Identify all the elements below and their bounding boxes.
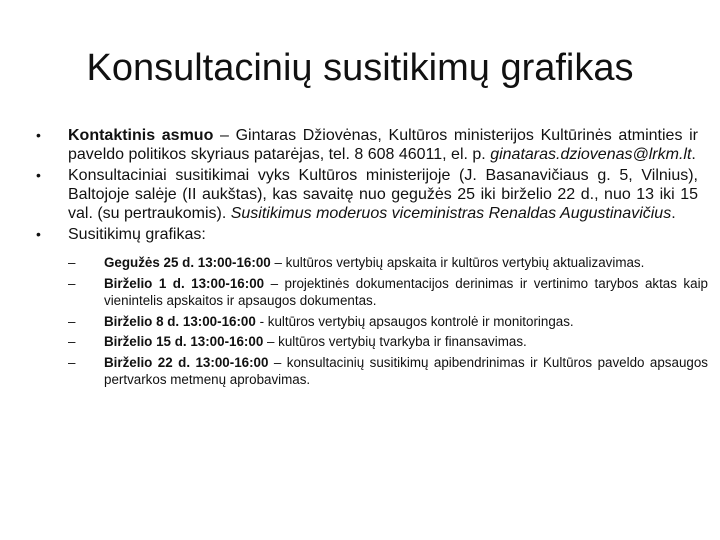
schedule-date: Gegužės 25 d. 13:00-16:00 [104, 255, 271, 270]
schedule-heading: Susitikimų grafikas: [68, 226, 206, 243]
bullet-dot-icon: • [36, 127, 41, 143]
schedule-topic: – kultūros vertybių apskaita ir kultūros vertybių aktualizavimas. [270, 255, 645, 270]
page-title: Konsultacinių susitikimų grafikas [86, 47, 634, 89]
bullet-dot-icon: • [36, 226, 41, 242]
bullet-list [30, 126, 708, 392]
schedule-date: Birželio 1 d. 13:00-16:00 [104, 275, 265, 291]
bullet-dot-icon: • [36, 167, 41, 183]
dash-icon: – [68, 275, 76, 291]
schedule-item [68, 275, 708, 310]
schedule-item [68, 313, 708, 331]
dash-icon: – [68, 313, 76, 329]
schedule-item [68, 333, 708, 351]
dash-icon: – [68, 334, 76, 349]
bullet-schedule [30, 225, 708, 389]
schedule-date: Birželio 15 d. 13:00-16:00 [104, 334, 264, 349]
schedule-item [68, 354, 708, 389]
schedule-topic: – konsultacinių susitikimų apibendrinimas ir Kultūros paveldo apsaugos pertvarkos metmenų aprobavimas. [104, 354, 708, 387]
schedule-topic: – projektinės dokumentacijos derinimas ir vertinimo tarybos aktas kaip vienintelis apskaitos ir apsaugos dokumentas. [104, 275, 708, 308]
schedule-topic: - kultūros vertybių apsaugos kontrolė ir monitoringas. [255, 313, 574, 329]
meeting-moderator: Susitikimus moderuos viceministras Renaldas Augustinavičius [230, 205, 672, 222]
bullet-meeting-location [30, 166, 698, 223]
schedule-topic: – kultūros vertybių tvarkyba ir finansavimas. [263, 334, 527, 349]
bullet-contact-person [30, 126, 698, 164]
dash-icon: – [68, 255, 76, 270]
schedule-date: Birželio 22 d. 13:00-16:00 [104, 354, 269, 370]
dash-icon: – [68, 354, 76, 370]
meeting-tail: . [671, 205, 676, 222]
contact-label: Kontaktinis asmuo [68, 127, 214, 144]
contact-text: – Gintaras Džiovėnas, Kultūros ministerijos Kultūrinės atminties ir paveldo politikos skyriaus patarėjas, tel. 8 608 46011, el. p. [68, 127, 698, 163]
contact-tail: . [691, 146, 696, 163]
contact-email: ginataras.dziovenas@lrkm.lt [490, 146, 692, 163]
meeting-text: Konsultaciniai susitikimai vyks Kultūros ministerijoje (J. Basanavičiaus g. 5, Vilnius), Baltojoje salėje (II aukštas), kas savaitę nuo gegužės 25 iki birželio 22 d., nuo 13 iki 15 val. (su pertraukomis). [68, 167, 698, 222]
schedule-list [68, 254, 708, 389]
schedule-item [68, 254, 708, 272]
schedule-date: Birželio 8 d. 13:00-16:00 [104, 313, 256, 329]
